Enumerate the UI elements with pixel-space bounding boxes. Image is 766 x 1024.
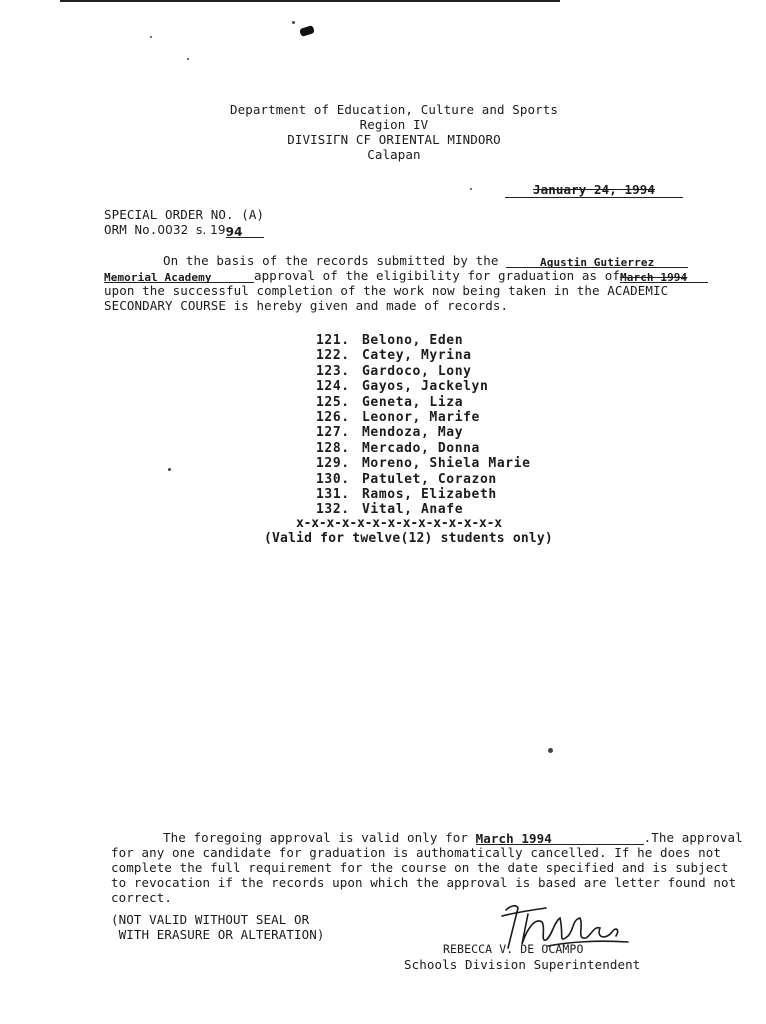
order-date-text: January 24, 1994 <box>532 182 655 197</box>
student-row <box>316 333 531 348</box>
scan-speck <box>168 468 171 471</box>
as-of-date: March 1994 <box>620 271 688 284</box>
student-name: Gayos, Jackelyn <box>362 379 489 395</box>
student-number: 126. <box>316 410 350 426</box>
scan-speck <box>292 21 295 24</box>
student-row <box>316 425 531 440</box>
signatory-title: Schools Division Superintendent <box>404 957 641 972</box>
validity-note: (Valid for twelve(12) students only) <box>264 531 553 546</box>
student-number: 132. <box>316 502 350 518</box>
student-row <box>316 472 531 487</box>
valid-until: March 1994 <box>475 831 552 846</box>
list-end-marker: x-x-x-x-x-x-x-x-x-x-x-x-x-x <box>296 516 502 531</box>
student-number: 129. <box>316 456 350 472</box>
student-name: Catey, Myrina <box>362 348 472 364</box>
student-name: Moreno, Shiela Marie <box>362 456 531 472</box>
series-year: 94 <box>225 225 243 239</box>
student-name: Mendoza, May <box>362 425 464 441</box>
student-number: 122. <box>316 348 350 364</box>
signatory-name: REBECCA V. DE OCAMPO <box>443 942 584 956</box>
student-row <box>316 456 531 471</box>
closing-line-1-start: The foregoing approval is valid only for <box>163 830 469 845</box>
intro-line-1-text: On the basis of the records submitted by the <box>163 253 499 268</box>
scan-speck <box>150 36 152 38</box>
closing-line-2: for any one candidate for graduation is authomatically cancelled. If he does not <box>111 845 722 860</box>
intro-line-3: upon the successful completion of the work now being taken in the ACADEMIC <box>104 283 669 298</box>
student-row <box>316 379 531 394</box>
scan-speck <box>548 748 553 753</box>
valid-until-field <box>476 831 644 845</box>
school-field-2 <box>104 269 254 283</box>
closing-line-5: correct. <box>111 890 173 905</box>
student-number: 131. <box>316 487 350 503</box>
student-name: Ramos, Elizabeth <box>362 487 497 503</box>
order-date <box>505 182 683 198</box>
closing-line-1 <box>163 830 743 845</box>
student-name: Leonor, Marife <box>362 410 480 426</box>
student-number: 124. <box>316 379 350 395</box>
scan-speck <box>470 188 472 190</box>
school-field-1 <box>506 254 688 268</box>
student-name: Vital, Anafe <box>362 502 464 518</box>
series-year-field <box>226 224 264 238</box>
student-row <box>316 441 531 456</box>
series-prefix: s. 19 <box>195 223 226 237</box>
school-name-part-2: Memorial Academy <box>104 271 212 284</box>
header-city: Calapan <box>367 147 421 162</box>
student-number: 125. <box>316 394 350 410</box>
scan-mark <box>299 25 315 37</box>
scan-speck <box>187 58 189 60</box>
student-number: 128. <box>316 440 350 456</box>
student-row <box>316 410 531 425</box>
student-number: 130. <box>316 471 350 487</box>
orm-line <box>104 222 264 238</box>
orm-prefix: ORM No. <box>104 222 158 237</box>
intro-line-2-text: approval of the eligibility for graduation as of <box>254 268 621 283</box>
as-of-field <box>620 269 708 283</box>
student-number: 127. <box>316 425 350 441</box>
student-name: Belono, Eden <box>362 333 464 348</box>
header-region: Region IV <box>359 117 429 132</box>
student-row <box>316 487 531 502</box>
special-order-title: SPECIAL ORDER NO. (A) <box>104 207 265 222</box>
student-name: Gardoco, Lony <box>362 363 472 379</box>
top-edge-line <box>60 0 560 2</box>
notice-line-1: (NOT VALID WITHOUT SEAL OR <box>111 912 310 927</box>
header-department: Department of Education, Culture and Sports <box>230 102 558 117</box>
closing-line-1-end: .The approval <box>643 830 743 845</box>
intro-line-4: SECONDARY COURSE is hereby given and made of records. <box>104 298 509 313</box>
student-number: 123. <box>316 363 350 379</box>
intro-line-2 <box>104 268 708 283</box>
header-division: DIVISIΓN CF ORIENTAL MINDORO <box>287 132 501 147</box>
student-name: Patulet, Corazon <box>362 471 497 487</box>
student-row <box>316 348 531 363</box>
student-row <box>316 364 531 379</box>
school-name-part-1: Agustin Gutierrez <box>540 256 655 269</box>
student-row <box>316 395 531 410</box>
student-number: 121. <box>316 333 350 348</box>
intro-line-1 <box>163 253 688 268</box>
student-list <box>316 333 531 518</box>
student-name: Mercado, Donna <box>362 440 480 456</box>
student-name: Geneta, Liza <box>362 394 464 410</box>
orm-number: 0032 <box>157 223 189 237</box>
closing-line-3: complete the full requirement for the course on the date specified and is subject <box>111 860 729 875</box>
notice-line-2: WITH ERASURE OR ALTERATION) <box>111 927 325 942</box>
closing-line-4: to revocation if the records upon which the approval is based are letter found not <box>111 875 737 890</box>
